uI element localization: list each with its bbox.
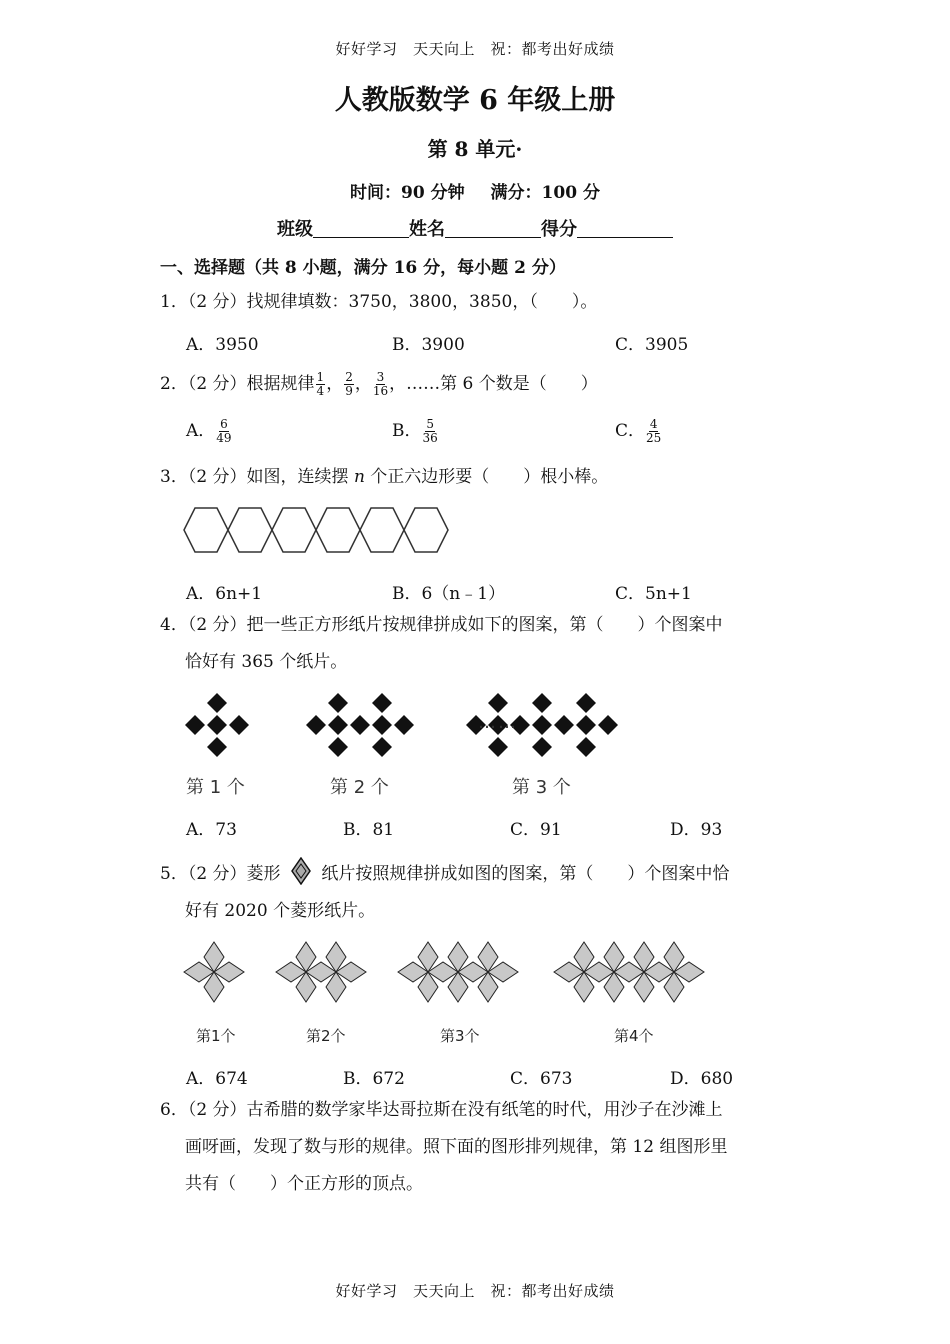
- time-limit: 时间：90 分钟: [350, 183, 465, 203]
- q3-option-c[interactable]: C．5n+1: [615, 584, 692, 604]
- q2-option-c[interactable]: C． $\frac{4}{25}$: [615, 417, 662, 445]
- grade-label: 得分: [541, 219, 577, 240]
- question-1: 1．（2 分）找规律填数：3750，3800，3850，（ ）。: [160, 292, 598, 312]
- q3-option-b[interactable]: B．6（n﹣1）: [392, 584, 506, 604]
- caption-3: 第 3 个: [512, 777, 571, 798]
- q2-option-a[interactable]: A． $\frac{6}{49}$: [186, 417, 232, 445]
- class-label: 班级: [277, 219, 313, 240]
- q4-option-a[interactable]: A．73: [186, 820, 237, 840]
- caption-1: 第 1 个: [186, 777, 245, 798]
- q1-option-a[interactable]: A．3950: [186, 335, 259, 355]
- q2-suffix: ，……第 6 个数是（ ）: [389, 374, 598, 394]
- caption-4: 第4个: [614, 1027, 654, 1045]
- page-title: 人教版数学 6 年级上册: [334, 85, 616, 116]
- caption-2: 第 2 个: [330, 777, 389, 798]
- name-label: 姓名: [409, 219, 445, 240]
- class-blank[interactable]: [313, 219, 409, 238]
- q1-option-b[interactable]: B．3900: [392, 335, 465, 355]
- q2-option-b[interactable]: B． $\frac{5}{36}$: [392, 417, 438, 445]
- q5-option-d[interactable]: D．680: [670, 1069, 734, 1089]
- fraction: $\frac{2}{9}$: [345, 370, 353, 398]
- q3-option-a[interactable]: A．6n+1: [186, 584, 263, 604]
- grade-blank[interactable]: [577, 219, 673, 238]
- page-header: 好好学习 天天向上 祝：都考出好成绩: [335, 40, 615, 58]
- exam-meta: [0, 178, 950, 203]
- q4-option-d[interactable]: D．93: [670, 820, 723, 840]
- student-fields: [0, 215, 950, 241]
- q1-option-c[interactable]: C．3905: [615, 335, 689, 355]
- q5-option-c[interactable]: C．673: [510, 1069, 573, 1089]
- hexagon-chain-figure: [180, 502, 455, 562]
- q5-option-b[interactable]: B．672: [343, 1069, 405, 1089]
- rhombus-pattern-figure: [180, 940, 720, 1008]
- section-heading: 一、选择题（共 8 小题，满分 16 分，每小题 2 分）: [160, 258, 566, 278]
- question-2: 2．（2 分）根据规律 $\frac{1}{4}$ ， $\frac{2}{9}$ ， $\frac{3}{16}$ ，……第 6 个数是（ ）: [160, 370, 598, 398]
- caption-3: 第3个: [440, 1027, 480, 1045]
- q6-line-3: 共有（ ）个正方形的顶点。: [185, 1174, 423, 1194]
- fraction: $\frac{1}{4}$: [316, 370, 325, 398]
- question-4: [160, 607, 820, 681]
- q4-line-2: 恰好有 365 个纸片。: [185, 652, 348, 672]
- q6-line-1: 6．（2 分）古希腊的数学家毕达哥拉斯在没有纸笔的时代，用沙子在沙滩上: [160, 1100, 723, 1120]
- q2-prefix: 2．（2 分）根据规律: [160, 374, 315, 394]
- q6-line-2: 画呀画，发现了数与形的规律。照下面的图形排列规律，第 12 组图形里: [185, 1137, 728, 1157]
- unit-title: 第 8 单元·: [427, 137, 523, 161]
- name-blank[interactable]: [445, 219, 541, 238]
- q5-line-2: 好有 2020 个菱形纸片。: [185, 901, 376, 921]
- q5-option-a[interactable]: A．674: [186, 1069, 248, 1089]
- fraction: $\frac{3}{16}$: [372, 370, 389, 398]
- q4-option-b[interactable]: B．81: [343, 820, 395, 840]
- page-footer: 好好学习 天天向上 祝：都考出好成绩: [335, 1282, 615, 1300]
- caption-2: 第2个: [306, 1027, 346, 1045]
- ellipsis: ……: [478, 712, 518, 733]
- full-score: 满分：100 分: [490, 183, 600, 203]
- q4-line-1: 4．（2 分）把一些正方形纸片按规律拼成如下的图案，第（ ）个图案中: [160, 615, 723, 635]
- rhombus-icon: [290, 857, 312, 885]
- question-3: 3．（2 分）如图，连续摆 n 个正六边形要（ ）根小棒。: [160, 467, 609, 487]
- caption-1: 第1个: [196, 1027, 236, 1045]
- q4-option-c[interactable]: C．91: [510, 820, 562, 840]
- question-6: [160, 1092, 820, 1203]
- square-pattern-figure: [180, 690, 710, 765]
- question-5: 5．（2 分）菱形 纸片按照规律拼成如图的图案，第（ ）个图案中恰 好有 2020 个菱形纸片。: [160, 856, 820, 930]
